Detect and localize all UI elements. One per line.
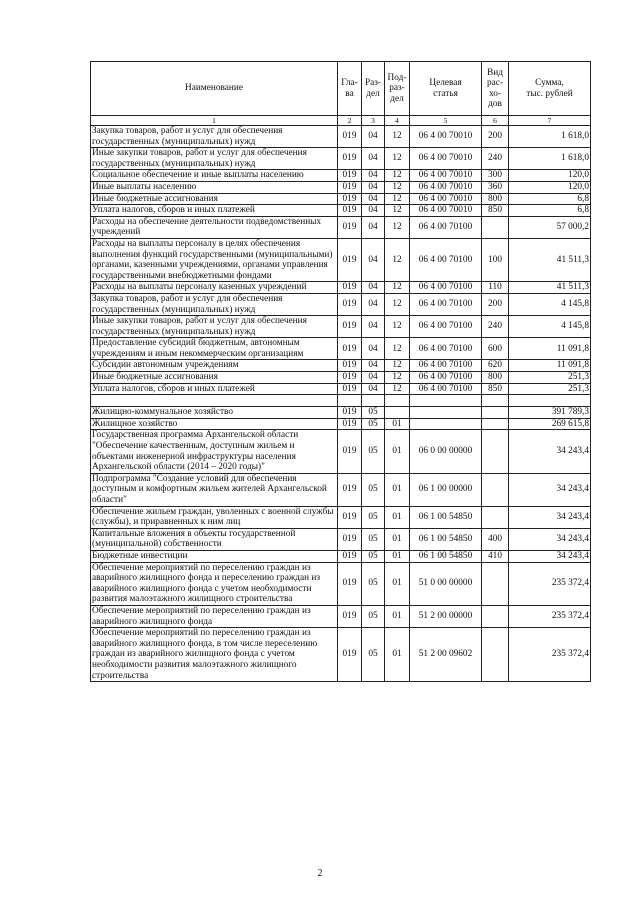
- table-row: [91, 550, 591, 562]
- row-statya: 06 4 00 70100: [410, 360, 482, 372]
- row-razdel: 04: [362, 372, 385, 384]
- row-summa: 251,3: [509, 372, 591, 384]
- row-podrazdel: 01: [385, 628, 410, 682]
- row-statya: 51 0 00 00000: [410, 562, 482, 605]
- row-vid: 300: [482, 170, 509, 182]
- row-summa: 34 243,4: [509, 528, 591, 550]
- row-razdel: 05: [362, 506, 385, 528]
- header-razdel: Раз- дел: [362, 62, 385, 116]
- row-vid: [482, 216, 509, 238]
- row-razdel: 04: [362, 338, 385, 360]
- row-summa: 235 372,4: [509, 562, 591, 605]
- table-row: [91, 473, 591, 506]
- row-statya: 06 1 00 00000: [410, 473, 482, 506]
- row-razdel: 04: [362, 316, 385, 338]
- row-razdel: 04: [362, 148, 385, 170]
- row-summa: 1 618,0: [509, 126, 591, 148]
- table-row: [91, 282, 591, 294]
- table-row: [91, 181, 591, 193]
- row-vid: 360: [482, 181, 509, 193]
- row-podrazdel: 01: [385, 605, 410, 627]
- row-summa: 11 091,8: [509, 360, 591, 372]
- row-name: Жилищное хозяйство: [91, 418, 338, 430]
- header-name: Наименование: [91, 62, 338, 116]
- row-summa: 34 243,4: [509, 430, 591, 473]
- row-statya: 06 4 00 70100: [410, 372, 482, 384]
- row-podrazdel: 12: [385, 205, 410, 217]
- row-statya: 06 4 00 70100: [410, 338, 482, 360]
- budget-table: [90, 61, 591, 682]
- table-row: [91, 383, 591, 395]
- page-number: 2: [317, 868, 323, 879]
- row-statya: 06 1 00 54850: [410, 506, 482, 528]
- row-summa: 34 243,4: [509, 506, 591, 528]
- row-vid: [482, 430, 509, 473]
- row-summa: 391 789,3: [509, 407, 591, 419]
- row-statya: 06 4 00 70010: [410, 148, 482, 170]
- table-row: [91, 395, 591, 407]
- row-name: Социальное обеспечение и иные выплаты населению: [91, 170, 338, 182]
- row-vid: 110: [482, 282, 509, 294]
- row-glava: 019: [338, 181, 362, 193]
- row-razdel: [362, 395, 385, 407]
- row-summa: 6,8: [509, 193, 591, 205]
- row-razdel: 05: [362, 562, 385, 605]
- table-row: [91, 506, 591, 528]
- row-summa: 269 615,8: [509, 418, 591, 430]
- row-podrazdel: 01: [385, 473, 410, 506]
- row-razdel: 04: [362, 360, 385, 372]
- row-glava: 019: [338, 383, 362, 395]
- row-statya: 06 0 00 00000: [410, 430, 482, 473]
- row-name: Иные выплаты населению: [91, 181, 338, 193]
- row-statya: 06 4 00 70100: [410, 293, 482, 315]
- row-statya: [410, 395, 482, 407]
- row-statya: 06 4 00 70010: [410, 193, 482, 205]
- column-number: 4: [385, 116, 410, 126]
- row-vid: 240: [482, 316, 509, 338]
- header-glava: Гла- ва: [338, 62, 362, 116]
- row-summa: 1 618,0: [509, 148, 591, 170]
- row-vid: [482, 506, 509, 528]
- row-razdel: 04: [362, 181, 385, 193]
- row-summa: 11 091,8: [509, 338, 591, 360]
- row-glava: 019: [338, 418, 362, 430]
- row-vid: [482, 473, 509, 506]
- table-row: [91, 293, 591, 315]
- row-podrazdel: 01: [385, 418, 410, 430]
- row-name: Обеспечение мероприятий по переселению граждан из аварийного жилищного фонда, в том числе переселению граждан из аварийного жилищного фонда с учетом необходимости развития малоэтажного жилищного строительства: [91, 628, 338, 682]
- table-row: [91, 562, 591, 605]
- row-statya: 51 2 00 00000: [410, 605, 482, 627]
- row-vid: [482, 605, 509, 627]
- row-razdel: 04: [362, 282, 385, 294]
- row-podrazdel: 12: [385, 338, 410, 360]
- row-statya: [410, 418, 482, 430]
- row-podrazdel: 12: [385, 148, 410, 170]
- header-podrazdel: Под- раз- дел: [385, 62, 410, 116]
- row-podrazdel: [385, 407, 410, 419]
- row-name: Закупка товаров, работ и услуг для обеспечения государственных (муниципальных) нужд: [91, 126, 338, 148]
- row-podrazdel: 12: [385, 170, 410, 182]
- row-razdel: 05: [362, 418, 385, 430]
- row-podrazdel: 12: [385, 216, 410, 238]
- row-razdel: 04: [362, 293, 385, 315]
- row-statya: 06 4 00 70010: [410, 126, 482, 148]
- row-name: Иные бюджетные ассигнования: [91, 193, 338, 205]
- row-summa: 235 372,4: [509, 605, 591, 627]
- row-glava: 019: [338, 148, 362, 170]
- row-vid: 100: [482, 238, 509, 281]
- row-glava: 019: [338, 126, 362, 148]
- header-vid: Вид рас- хо- дов: [482, 62, 509, 116]
- row-razdel: 04: [362, 193, 385, 205]
- row-razdel: 05: [362, 605, 385, 627]
- row-vid: [482, 562, 509, 605]
- row-glava: 019: [338, 216, 362, 238]
- row-statya: 06 4 00 70100: [410, 282, 482, 294]
- row-vid: [482, 418, 509, 430]
- column-number: 2: [338, 116, 362, 126]
- row-name: Закупка товаров, работ и услуг для обеспечения государственных (муниципальных) нужд: [91, 293, 338, 315]
- row-summa: [509, 395, 591, 407]
- table-row: [91, 216, 591, 238]
- row-glava: 019: [338, 193, 362, 205]
- row-podrazdel: [385, 395, 410, 407]
- table-row: [91, 418, 591, 430]
- table-row: [91, 316, 591, 338]
- table-row: [91, 372, 591, 384]
- row-glava: 019: [338, 205, 362, 217]
- row-summa: 120,0: [509, 170, 591, 182]
- row-glava: 019: [338, 372, 362, 384]
- row-name: Бюджетные инвестиции: [91, 550, 338, 562]
- row-razdel: 05: [362, 550, 385, 562]
- row-name: Расходы на выплаты персоналу казенных учреждений: [91, 282, 338, 294]
- row-podrazdel: 12: [385, 360, 410, 372]
- row-name: Обеспечение мероприятий по переселению граждан из аварийного жилищного фонда: [91, 605, 338, 627]
- row-podrazdel: 12: [385, 181, 410, 193]
- table-row: [91, 528, 591, 550]
- row-name: Подпрограмма "Создание условий для обеспечения доступным и комфортным жильем жителей Архангельской области": [91, 473, 338, 506]
- row-glava: 019: [338, 550, 362, 562]
- row-name: Уплата налогов, сборов и иных платежей: [91, 205, 338, 217]
- row-summa: 6,8: [509, 205, 591, 217]
- table-row: [91, 338, 591, 360]
- row-podrazdel: 01: [385, 430, 410, 473]
- row-razdel: 04: [362, 126, 385, 148]
- row-razdel: 05: [362, 528, 385, 550]
- row-glava: 019: [338, 316, 362, 338]
- row-glava: 019: [338, 338, 362, 360]
- table-body: [91, 126, 591, 682]
- row-vid: 850: [482, 205, 509, 217]
- row-summa: 235 372,4: [509, 628, 591, 682]
- row-podrazdel: 12: [385, 238, 410, 281]
- row-vid: 410: [482, 550, 509, 562]
- row-name: Субсидии автономным учреждениям: [91, 360, 338, 372]
- row-razdel: 04: [362, 216, 385, 238]
- row-glava: [338, 395, 362, 407]
- table-row: [91, 628, 591, 682]
- row-summa: 4 145,8: [509, 293, 591, 315]
- row-podrazdel: 12: [385, 126, 410, 148]
- row-glava: 019: [338, 473, 362, 506]
- table-header-row: [91, 62, 591, 116]
- row-statya: 06 4 00 70010: [410, 181, 482, 193]
- row-podrazdel: 12: [385, 193, 410, 205]
- row-vid: [482, 395, 509, 407]
- row-glava: 019: [338, 293, 362, 315]
- row-vid: 800: [482, 193, 509, 205]
- column-number: 1: [91, 116, 338, 126]
- row-podrazdel: 12: [385, 383, 410, 395]
- row-name: Жилищно-коммунальное хозяйство: [91, 407, 338, 419]
- row-name: Иные закупки товаров, работ и услуг для обеспечения государственных (муниципальных) нужд: [91, 316, 338, 338]
- row-statya: 06 4 00 70010: [410, 205, 482, 217]
- row-glava: 019: [338, 562, 362, 605]
- row-summa: 34 243,4: [509, 473, 591, 506]
- row-name: Расходы на выплаты персоналу в целях обеспечения выполнения функций государственными (муниципальными) органами, казенными учреждениями, органами управления государственными внебюджетными фондами: [91, 238, 338, 281]
- table-row: [91, 205, 591, 217]
- row-razdel: 04: [362, 383, 385, 395]
- row-razdel: 05: [362, 473, 385, 506]
- row-name: Обеспечение жильем граждан, уволенных с военной службы (службы), и приравненных к ним лиц: [91, 506, 338, 528]
- row-vid: 800: [482, 372, 509, 384]
- column-number-row: [91, 116, 591, 126]
- row-vid: 400: [482, 528, 509, 550]
- row-summa: 4 145,8: [509, 316, 591, 338]
- row-podrazdel: 12: [385, 316, 410, 338]
- row-glava: 019: [338, 528, 362, 550]
- row-summa: 120,0: [509, 181, 591, 193]
- row-glava: 019: [338, 282, 362, 294]
- row-podrazdel: 12: [385, 293, 410, 315]
- table-row: [91, 238, 591, 281]
- header-summa: Сумма, тыс. рублей: [509, 62, 591, 116]
- row-glava: 019: [338, 360, 362, 372]
- row-name: Предоставление субсидий бюджетным, автономным учреждениям и иным некоммерческим организациям: [91, 338, 338, 360]
- row-summa: 251,3: [509, 383, 591, 395]
- row-razdel: 04: [362, 205, 385, 217]
- table-row: [91, 407, 591, 419]
- column-number: 3: [362, 116, 385, 126]
- row-vid: 620: [482, 360, 509, 372]
- row-vid: 200: [482, 293, 509, 315]
- row-razdel: 04: [362, 238, 385, 281]
- row-name: Иные закупки товаров, работ и услуг для обеспечения государственных (муниципальных) нужд: [91, 148, 338, 170]
- row-statya: 06 4 00 70100: [410, 316, 482, 338]
- row-podrazdel: 12: [385, 372, 410, 384]
- header-statya: Целевая статья: [410, 62, 482, 116]
- row-glava: 019: [338, 407, 362, 419]
- row-podrazdel: 01: [385, 550, 410, 562]
- row-podrazdel: 12: [385, 282, 410, 294]
- row-statya: 06 1 00 54850: [410, 550, 482, 562]
- table-row: [91, 170, 591, 182]
- row-name: [91, 395, 338, 407]
- row-glava: 019: [338, 605, 362, 627]
- row-vid: 240: [482, 148, 509, 170]
- row-name: Иные бюджетные ассигнования: [91, 372, 338, 384]
- row-statya: 06 4 00 70100: [410, 238, 482, 281]
- row-statya: 06 4 00 70100: [410, 383, 482, 395]
- row-name: Обеспечение мероприятий по переселению граждан из аварийного жилищного фонда и переселению граждан из аварийного жилищного фонда с учетом необходимости развития малоэтажного жилищного строительства: [91, 562, 338, 605]
- column-number: 6: [482, 116, 509, 126]
- row-razdel: 05: [362, 407, 385, 419]
- row-name: Государственная программа Архангельской области "Обеспечение качественным, доступным жильем и объектами инженерной инфраструктуры населения Архангельской области (2014 – 2020 годы)": [91, 430, 338, 473]
- column-number: 7: [509, 116, 591, 126]
- row-podrazdel: 01: [385, 506, 410, 528]
- row-statya: 51 2 00 09602: [410, 628, 482, 682]
- column-number: 5: [410, 116, 482, 126]
- row-summa: 41 511,3: [509, 282, 591, 294]
- row-summa: 57 000,2: [509, 216, 591, 238]
- row-glava: 019: [338, 170, 362, 182]
- row-statya: 06 1 00 54850: [410, 528, 482, 550]
- row-razdel: 04: [362, 170, 385, 182]
- row-statya: 06 4 00 70010: [410, 170, 482, 182]
- row-podrazdel: 01: [385, 562, 410, 605]
- row-vid: [482, 628, 509, 682]
- row-glava: 019: [338, 430, 362, 473]
- table-row: [91, 605, 591, 627]
- row-name: Уплата налогов, сборов и иных платежей: [91, 383, 338, 395]
- table-row: [91, 126, 591, 148]
- row-vid: 200: [482, 126, 509, 148]
- table-row: [91, 193, 591, 205]
- row-name: Капитальные вложения в объекты государственной (муниципальной) собственности: [91, 528, 338, 550]
- row-summa: 41 511,3: [509, 238, 591, 281]
- row-vid: 600: [482, 338, 509, 360]
- row-summa: 34 243,4: [509, 550, 591, 562]
- table-row: [91, 430, 591, 473]
- row-vid: [482, 407, 509, 419]
- table-row: [91, 360, 591, 372]
- row-podrazdel: 01: [385, 528, 410, 550]
- row-vid: 850: [482, 383, 509, 395]
- row-glava: 019: [338, 238, 362, 281]
- row-name: Расходы на обеспечение деятельности подведомственных учреждений: [91, 216, 338, 238]
- row-razdel: 05: [362, 430, 385, 473]
- table-row: [91, 148, 591, 170]
- row-statya: 06 4 00 70100: [410, 216, 482, 238]
- row-glava: 019: [338, 628, 362, 682]
- row-glava: 019: [338, 506, 362, 528]
- row-statya: [410, 407, 482, 419]
- row-razdel: 05: [362, 628, 385, 682]
